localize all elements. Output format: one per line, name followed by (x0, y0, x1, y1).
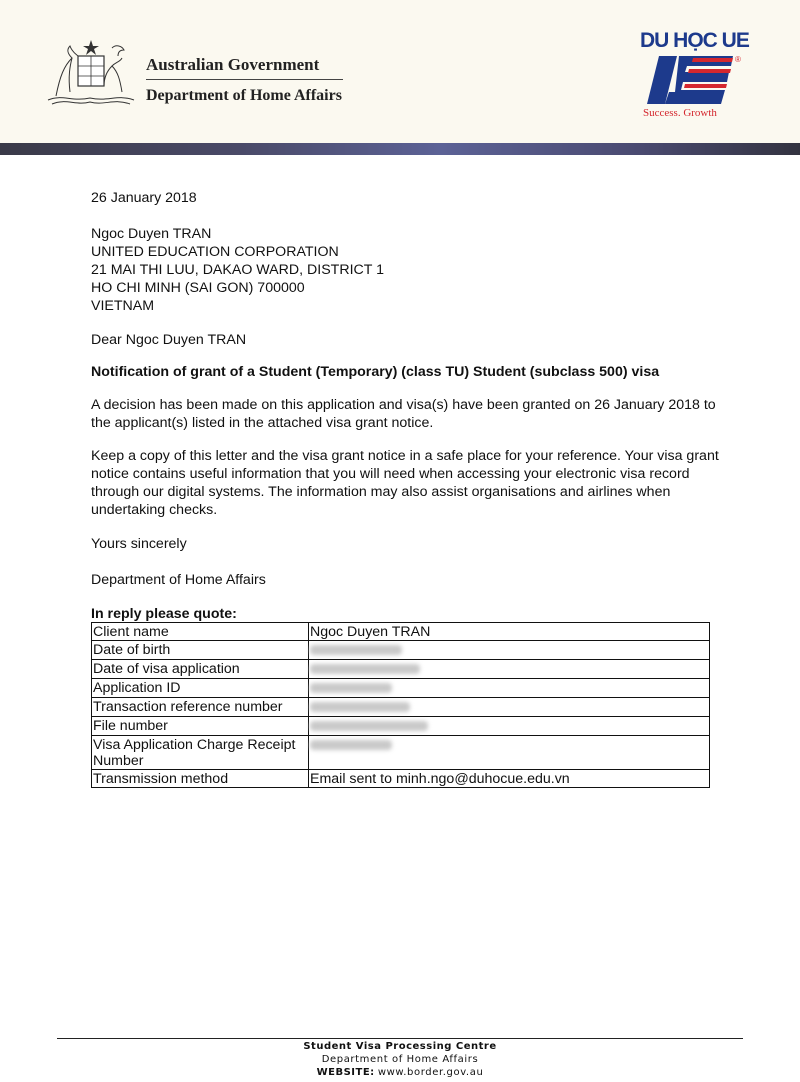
recipient-country: VIETNAM (91, 298, 155, 314)
signoff: Department of Home Affairs (91, 572, 266, 588)
redaction-blur (310, 645, 402, 655)
coat-of-arms-icon (42, 36, 138, 108)
table-row (92, 717, 710, 736)
table-row (92, 736, 710, 770)
keep-copy-paragraph: Keep a copy of this letter and the visa grant notice in a safe place for your reference. Your visa grant notice contains useful information that you will need when accessing your electronic visa record through our digital systems. The information may also assist organisations and airlines when undertaking checks. (91, 448, 719, 518)
table-row (92, 623, 710, 641)
closing: Yours sincerely (91, 536, 187, 552)
redaction-blur (310, 664, 420, 674)
letter-body (91, 189, 721, 788)
redacted-value (309, 736, 710, 770)
quote-label: Transmission method (92, 770, 309, 788)
table-row (92, 698, 710, 717)
footer (0, 1040, 800, 1079)
brand-logo-icon (643, 52, 743, 108)
letter-date: 26 January 2018 (91, 190, 197, 206)
quote-label: Visa Application Charge Receipt Number (92, 736, 309, 770)
letterhead (0, 0, 800, 143)
brand-name: DU HỌC UE (640, 29, 749, 52)
decision-paragraph: A decision has been made on this application and visa(s) have been granted on 26 January 2018 to the applicant(s) listed in the attached visa grant notice. (91, 397, 716, 431)
quote-table (91, 622, 710, 788)
redacted-value (309, 679, 710, 698)
recipient-street: 21 MAI THI LUU, DAKAO WARD, DISTRICT 1 (91, 262, 384, 278)
quote-value: Ngoc Duyen TRAN (309, 623, 710, 641)
recipient-name: Ngoc Duyen TRAN (91, 226, 212, 242)
quote-label: Date of visa application (92, 660, 309, 679)
table-row (92, 660, 710, 679)
table-row (92, 679, 710, 698)
recipient-company: UNITED EDUCATION CORPORATION (91, 244, 339, 260)
salutation: Dear Ngoc Duyen TRAN (91, 332, 247, 348)
footer-website-label: WEBSITE: (316, 1067, 375, 1078)
quote-label: Client name (92, 623, 309, 641)
quote-heading: In reply please quote: (91, 606, 237, 622)
government-name: Australian Government (146, 55, 320, 74)
redaction-blur (310, 702, 410, 712)
redaction-blur (310, 740, 392, 750)
quote-label: Application ID (92, 679, 309, 698)
letterhead-divider (146, 79, 343, 80)
footer-website-url[interactable]: www.border.gov.au (377, 1067, 484, 1078)
header-color-bar (0, 143, 800, 155)
redaction-blur (310, 721, 428, 731)
quote-label: Transaction reference number (92, 698, 309, 717)
redaction-blur (310, 683, 392, 693)
footer-website (0, 1066, 800, 1079)
redacted-value (309, 717, 710, 736)
footer-centre: Student Visa Processing Centre (303, 1041, 497, 1052)
recipient-address (91, 225, 721, 315)
brand-tagline: Success. Growth (643, 107, 717, 119)
table-row (92, 770, 710, 788)
registered-mark: ® (735, 55, 741, 64)
redacted-value (309, 698, 710, 717)
redacted-value (309, 641, 710, 660)
quote-value: Email sent to minh.ngo@duhocue.edu.vn (309, 770, 710, 788)
quote-label: File number (92, 717, 309, 736)
redacted-value (309, 660, 710, 679)
recipient-city: HO CHI MINH (SAI GON) 700000 (91, 280, 305, 296)
department-name: Department of Home Affairs (146, 87, 342, 104)
footer-department: Department of Home Affairs (321, 1054, 479, 1065)
quote-label: Date of birth (92, 641, 309, 660)
letter-subject: Notification of grant of a Student (Temporary) (class TU) Student (subclass 500) visa (91, 364, 660, 380)
table-row (92, 641, 710, 660)
footer-divider (57, 1038, 743, 1039)
